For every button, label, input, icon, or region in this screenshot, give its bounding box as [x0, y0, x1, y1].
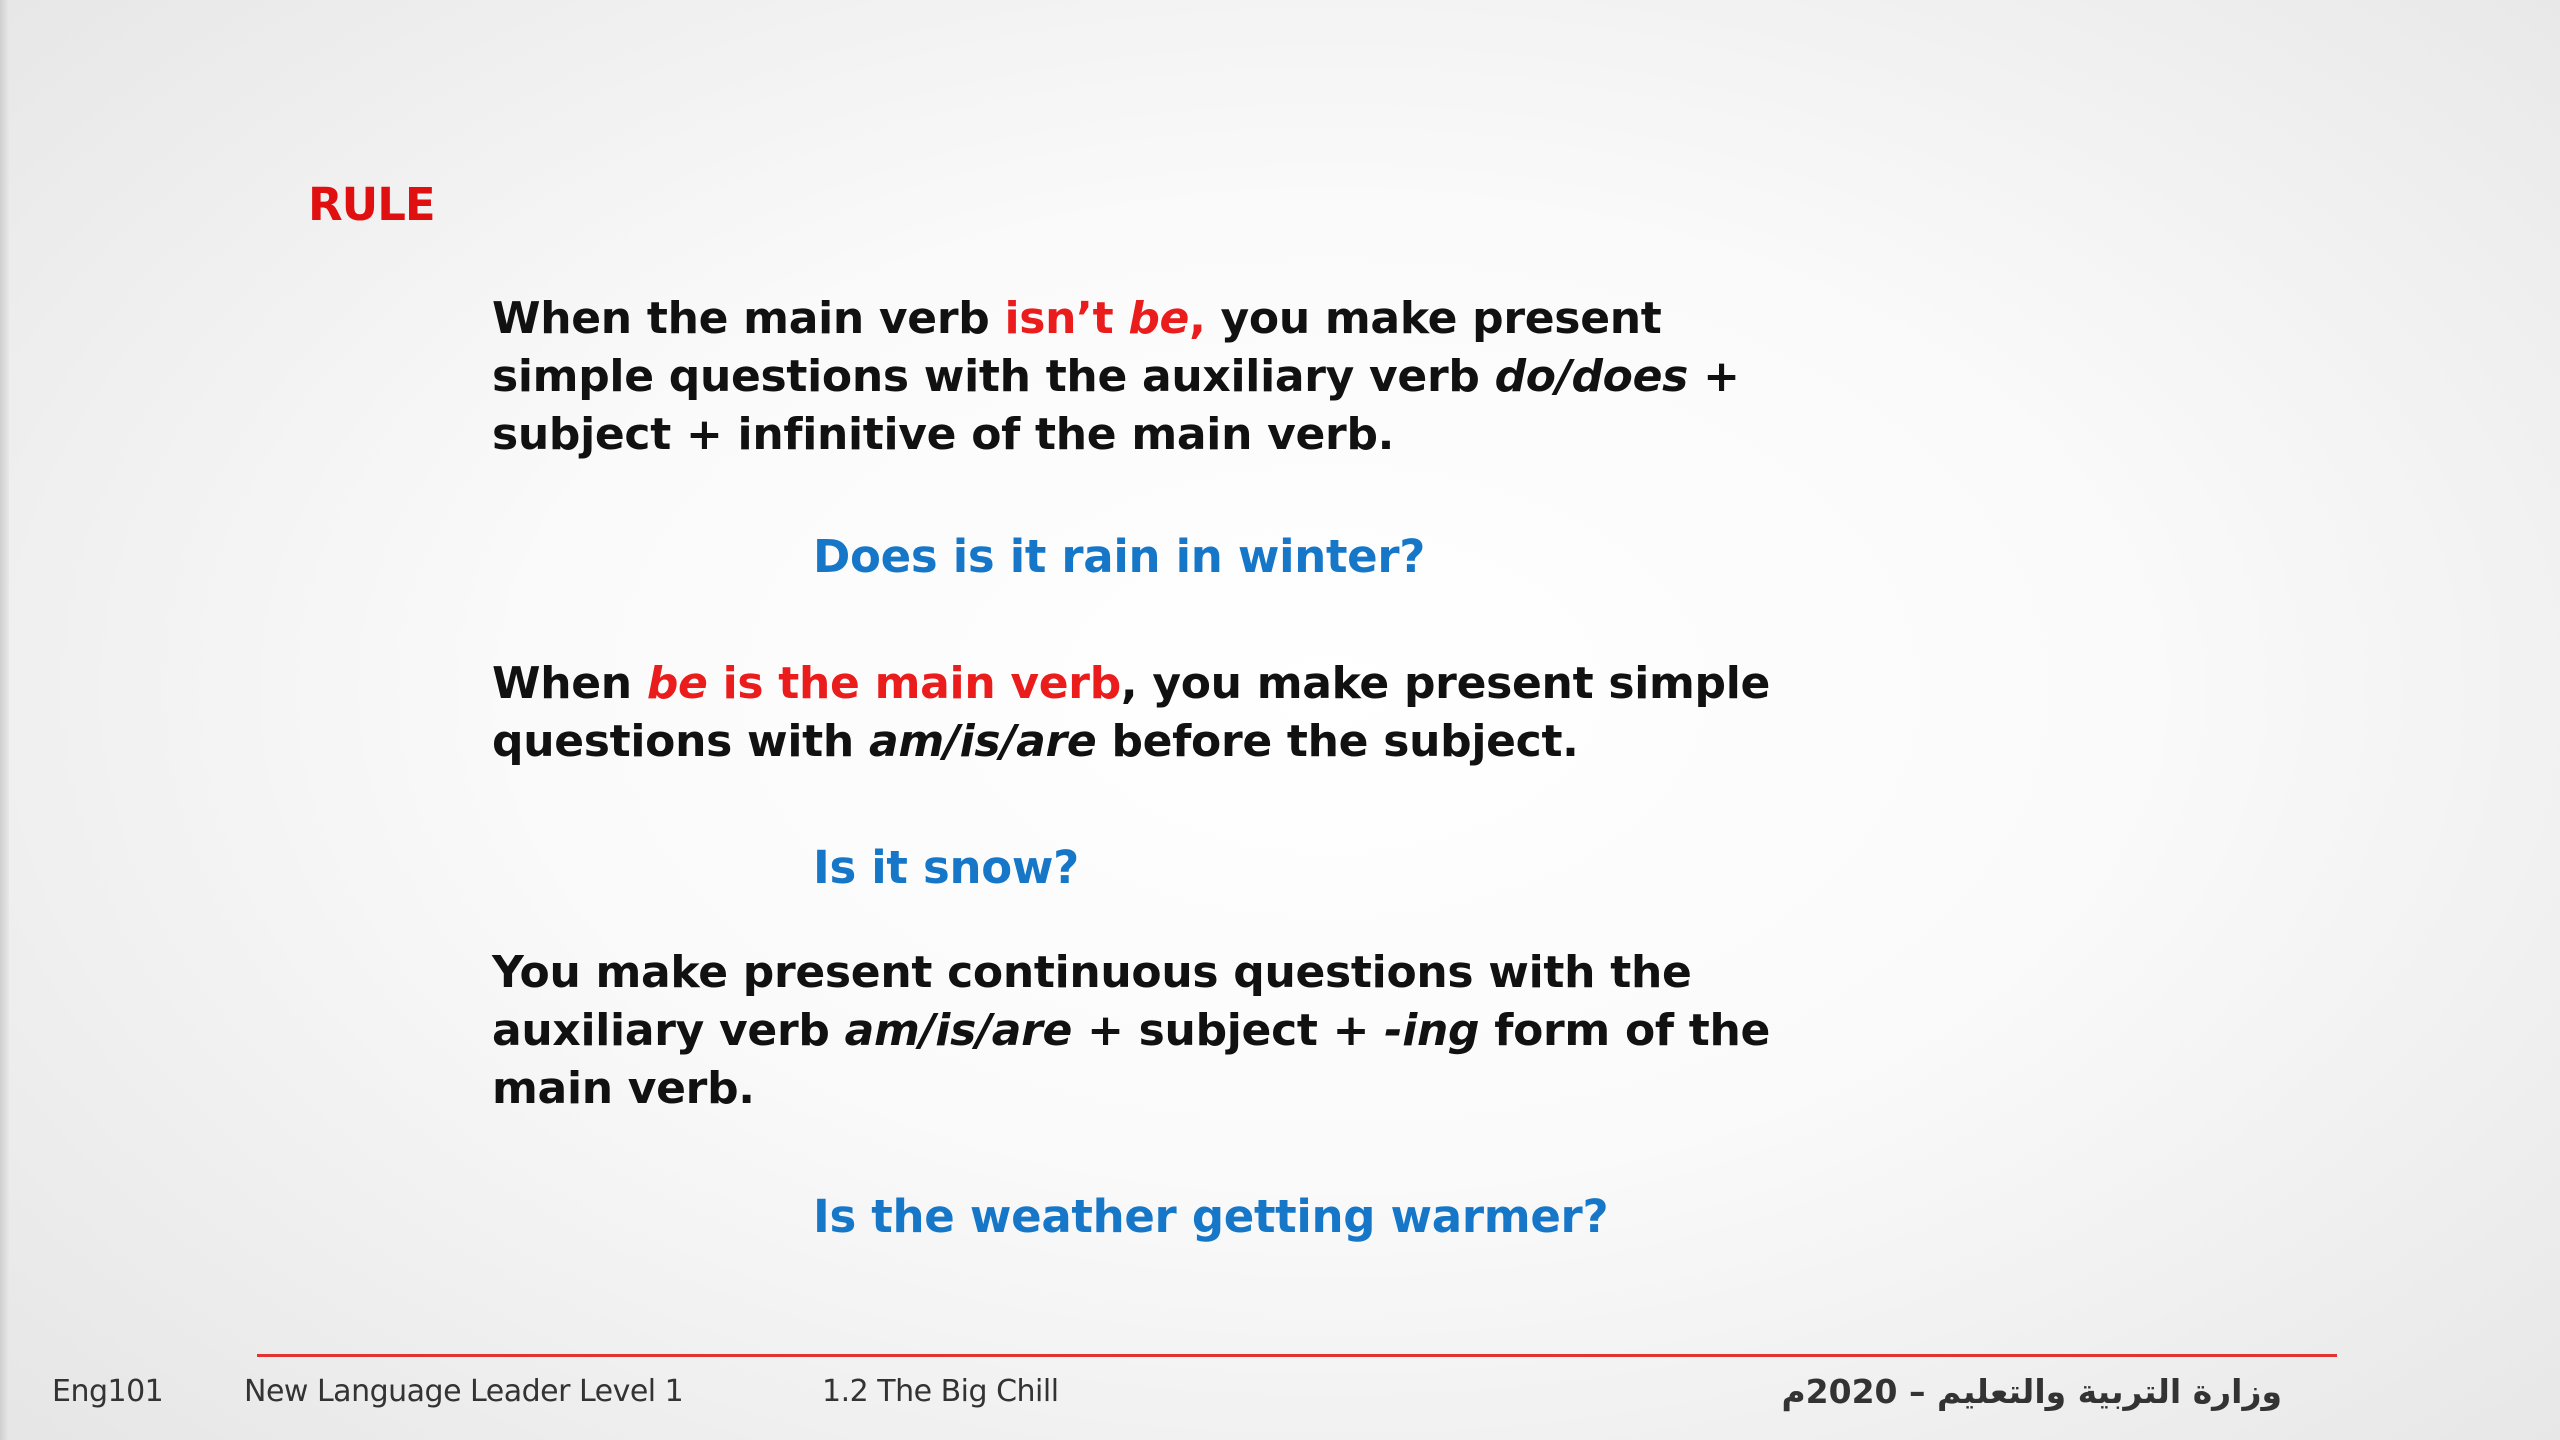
- footer-unit-title: 1.2 The Big Chill: [822, 1374, 1059, 1409]
- footer-book-title: New Language Leader Level 1: [244, 1374, 684, 1409]
- rule-3-line-1: You make present continuous questions with the: [492, 947, 1692, 998]
- rule-3-line-2: auxiliary verb am/is/are + subject + -ing form of the: [492, 1005, 1771, 1056]
- left-border: [0, 0, 9, 1440]
- rule-heading: RULE: [308, 178, 435, 231]
- footer-course-code: Eng101: [52, 1374, 164, 1409]
- footer-ministry-label: وزارة التربية والتعليم – 2020م: [1781, 1372, 2282, 1411]
- footer-divider: [257, 1354, 2337, 1357]
- rule-1-paragraph: [492, 290, 1740, 464]
- example-1: Does is it rain in winter?: [813, 530, 1426, 583]
- rule-1-line-3: subject + infinitive of the main verb.: [492, 409, 1395, 460]
- rule-3-line-3: main verb.: [492, 1063, 755, 1114]
- example-3: Is the weather getting warmer?: [813, 1190, 1609, 1243]
- rule-1-line-2: simple questions with the auxiliary verb do/does +: [492, 351, 1740, 402]
- rule-3-paragraph: [492, 944, 1770, 1118]
- example-2: Is it snow?: [813, 841, 1079, 894]
- rule-2-line-2: questions with am/is/are before the subject.: [492, 716, 1579, 767]
- rule-2-line-1: When be is the main verb, you make present simple: [492, 658, 1771, 709]
- rule-2-paragraph: [492, 655, 1770, 771]
- rule-1-line-1: When the main verb isn’t be, you make present: [492, 293, 1662, 344]
